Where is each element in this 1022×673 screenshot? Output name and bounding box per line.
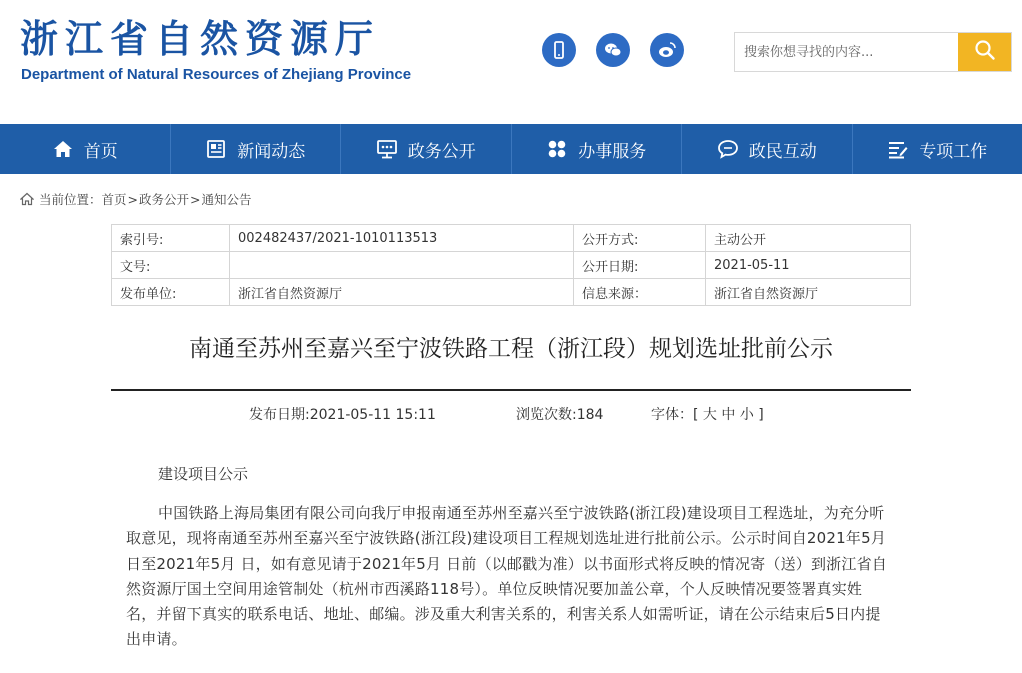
font-size-small[interactable]: 小 bbox=[739, 407, 754, 423]
nav-label: 办事服务 bbox=[578, 141, 647, 162]
nav-item-home[interactable] bbox=[0, 124, 171, 174]
meta-value-publish-date: 2021-05-11 bbox=[706, 252, 911, 279]
font-size-suffix: ] bbox=[758, 407, 764, 423]
search-input[interactable] bbox=[735, 33, 959, 71]
nav-item-special-work[interactable] bbox=[853, 124, 1022, 174]
breadcrumb-separator: > bbox=[190, 191, 201, 207]
meta-label-source: 信息来源： bbox=[574, 279, 706, 306]
document-meta-table bbox=[111, 224, 911, 306]
gov-screen-icon bbox=[376, 138, 398, 160]
meta-value-issuer: 浙江省自然资源厅 bbox=[230, 279, 574, 306]
breadcrumb bbox=[20, 190, 252, 208]
main-nav bbox=[0, 124, 1022, 174]
nav-label: 首页 bbox=[83, 141, 118, 162]
article-paragraph: 中国铁路上海局集团有限公司向我厅申报南通至苏州至嘉兴至宁波铁路(浙江段)建设项目工程选址，为充分听取意见，现将南通至苏州至嘉兴至宁波铁路(浙江段)建设项目工程规划选址进行批前公示。公示时间自2021年5月 日至2021年5月 日，如有意见请于2021年5月 日前（以邮戳为准）以书面形式将反映的情况寄（送）到浙江省自然资源厅国土空间用途管制处（杭州市西溪路118号）。单位反映情况要加盖公章，个人反映情况要签署真实姓名，并留下真实的联系电话、地址、邮编。涉及重大利害关系的，利害关系人如需听证，请在公示结束后5日内提出申请。 bbox=[126, 504, 887, 649]
breadcrumb-prefix: 当前位置： bbox=[39, 192, 102, 207]
table-row bbox=[112, 252, 911, 279]
nav-item-services[interactable] bbox=[512, 124, 683, 174]
nav-label: 新闻动态 bbox=[237, 141, 306, 162]
meta-value-source: 浙江省自然资源厅 bbox=[706, 279, 911, 306]
wechat-icon[interactable] bbox=[596, 33, 630, 67]
site-header bbox=[0, 0, 1022, 124]
site-logo-en[interactable]: Department of Natural Resources of Zhejiang Province bbox=[21, 66, 412, 83]
table-row bbox=[112, 279, 911, 306]
table-row bbox=[112, 225, 911, 252]
meta-label-doc-number: 文号: bbox=[112, 252, 230, 279]
title-divider bbox=[111, 389, 911, 391]
home-icon bbox=[52, 138, 74, 160]
meta-label-issuer: 发布单位: bbox=[112, 279, 230, 306]
meta-label-index: 索引号: bbox=[112, 225, 230, 252]
font-size-large[interactable]: 大 bbox=[702, 407, 717, 423]
breadcrumb-link-gov-affairs[interactable]: 政务公开 bbox=[139, 192, 190, 207]
breadcrumb-link-home[interactable]: 首页 bbox=[101, 192, 127, 207]
article-subhead: 建设项目公示 bbox=[158, 465, 249, 483]
meta-value-index: 002482437/2021-1010113513 bbox=[230, 225, 574, 252]
nav-item-gov-affairs[interactable] bbox=[341, 124, 512, 174]
search-box bbox=[734, 32, 1012, 72]
breadcrumb-link-notices[interactable]: 通知公告 bbox=[201, 192, 252, 207]
nav-label: 专项工作 bbox=[919, 141, 988, 162]
meta-value-publish-method: 主动公开 bbox=[706, 225, 911, 252]
nav-item-news[interactable] bbox=[171, 124, 342, 174]
search-button[interactable] bbox=[958, 33, 1011, 71]
meta-label-publish-date: 公开日期: bbox=[574, 252, 706, 279]
nav-label: 政民互动 bbox=[748, 141, 817, 162]
news-icon bbox=[205, 138, 227, 160]
nav-label: 政务公开 bbox=[407, 141, 476, 162]
chat-icon bbox=[717, 138, 739, 160]
view-count: 浏览次数:184 bbox=[516, 407, 604, 423]
weibo-icon[interactable] bbox=[650, 33, 684, 67]
search-icon bbox=[974, 39, 996, 65]
font-size-control bbox=[651, 404, 764, 424]
article-title: 南通至苏州至嘉兴至宁波铁路工程（浙江段）规划选址批前公示 bbox=[189, 336, 833, 362]
grid-icon bbox=[546, 138, 568, 160]
breadcrumb-separator: > bbox=[127, 191, 139, 207]
meta-label-publish-method: 公开方式: bbox=[574, 225, 706, 252]
home-icon bbox=[20, 192, 34, 206]
font-size-medium[interactable]: 中 bbox=[721, 407, 736, 423]
site-logo-cn[interactable]: 浙江省自然资源厅 bbox=[20, 17, 381, 61]
list-icon bbox=[887, 138, 909, 160]
publish-date: 发布日期:2021-05-11 15:11 bbox=[249, 407, 436, 423]
phone-icon[interactable] bbox=[542, 33, 576, 67]
meta-value-doc-number bbox=[230, 252, 574, 279]
font-size-prefix: 字体：[ bbox=[651, 407, 699, 423]
nav-item-interaction[interactable] bbox=[682, 124, 853, 174]
